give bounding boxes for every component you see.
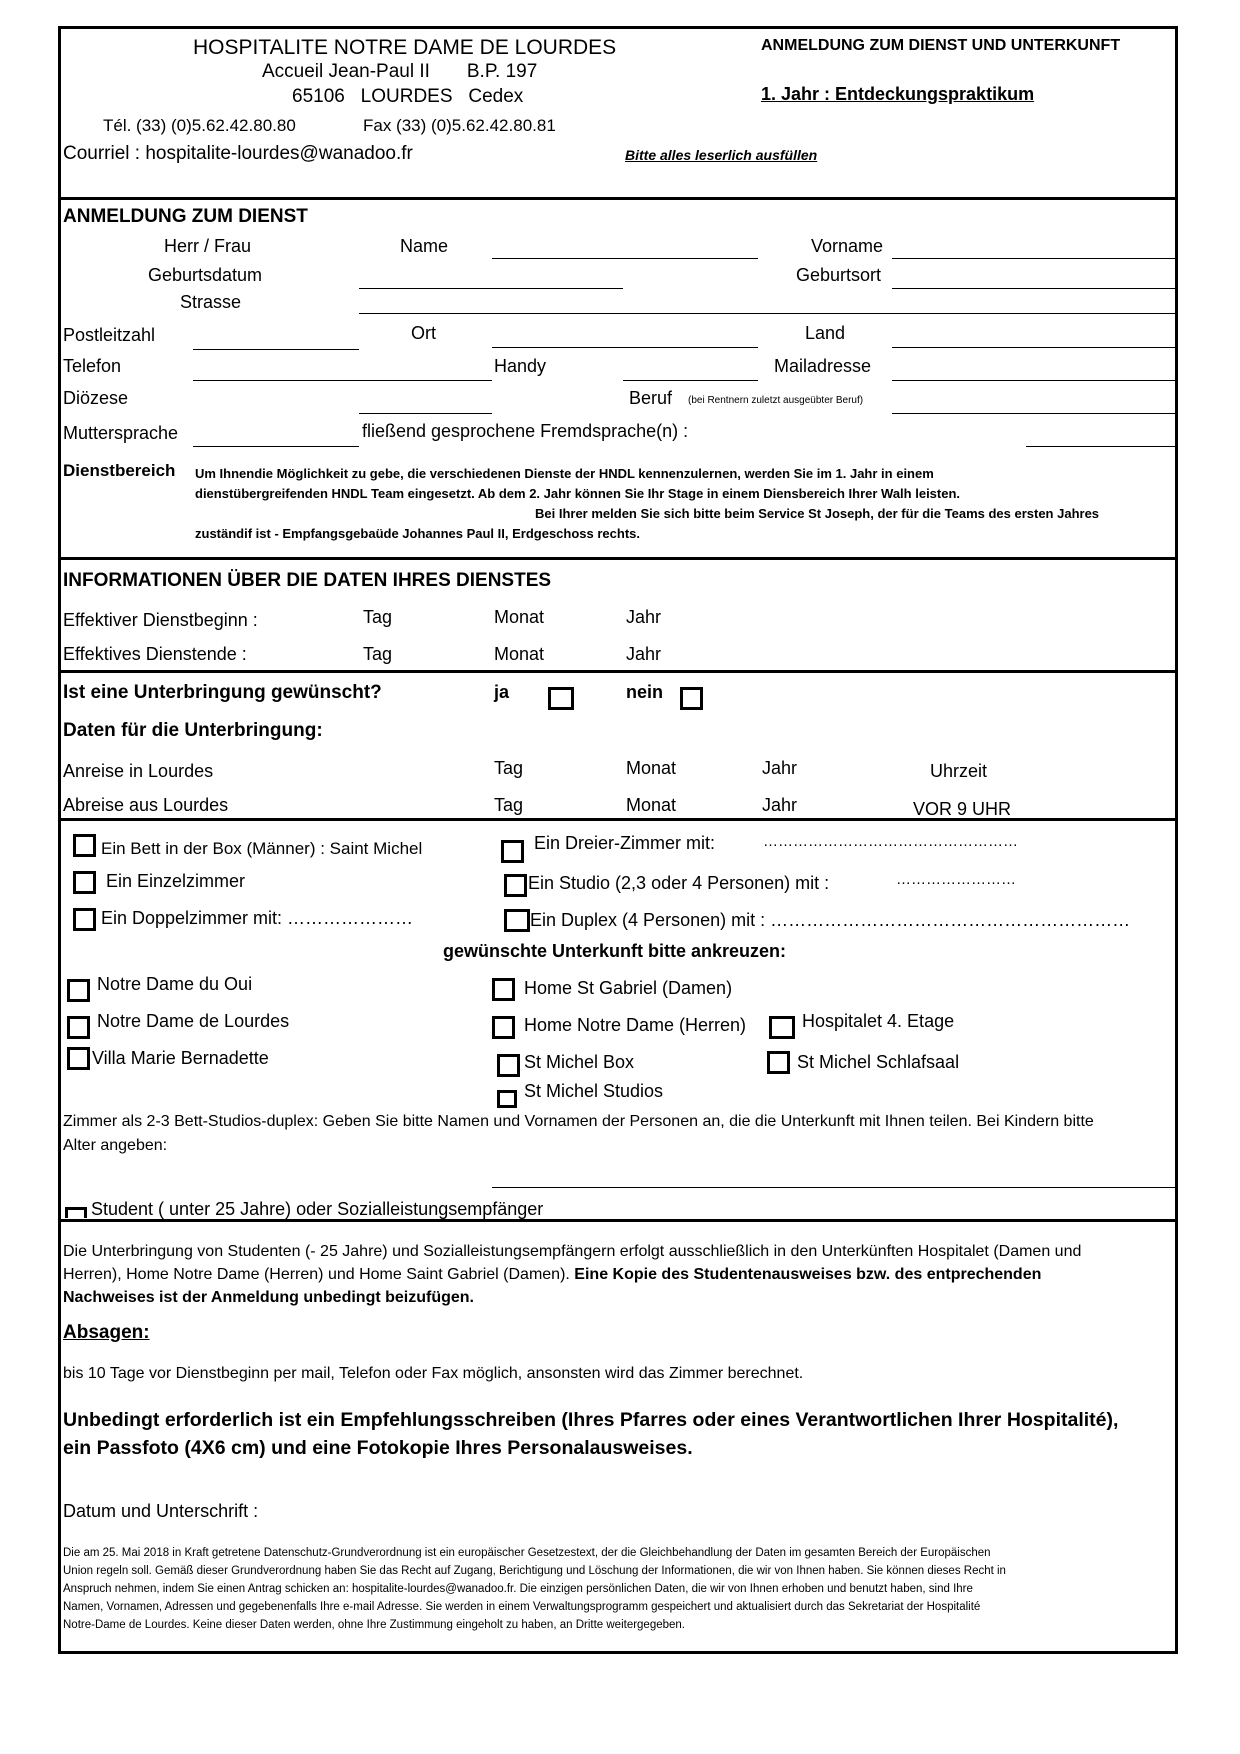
anreise-monat-label: Monat — [626, 758, 677, 778]
section-divider — [58, 557, 1178, 560]
label-beruf: Beruf — [629, 388, 673, 408]
student-checkbox[interactable] — [65, 1207, 87, 1218]
vorname-field[interactable] — [892, 258, 1175, 259]
label-muttersprache: Muttersprache — [63, 423, 179, 443]
required-docs-1: Unbedingt erforderlich ist ein Empfehlungsschreiben (Ihres Pfarres oder eines Verantwortlichen Ihrer Hospitalité), — [63, 1409, 1119, 1431]
postleitzahl-field[interactable] — [193, 349, 359, 350]
label-dienstbereich: Dienstbereich — [63, 461, 176, 480]
lodging-nein-label: nein — [626, 682, 664, 702]
label-dioezese: Diözese — [63, 388, 129, 408]
studio-dots: …………………… — [896, 871, 1016, 888]
section-divider — [58, 670, 1178, 673]
nd-lourdes-checkbox[interactable] — [67, 1016, 90, 1039]
doc-subtitle: 1. Jahr : Entdeckungspraktikum — [761, 84, 1035, 104]
label-dienstende: Effektives Dienstende : — [63, 644, 247, 664]
mailadresse-field[interactable] — [892, 380, 1175, 381]
st-michel-studios-checkbox[interactable] — [497, 1090, 517, 1108]
label-dienstbeginn: Effektiver Dienstbeginn : — [63, 610, 258, 630]
label-geburtsort: Geburtsort — [796, 265, 882, 285]
dreier-zimmer-dots: …………………………………………… — [763, 833, 1018, 850]
land-field[interactable] — [892, 347, 1175, 348]
nd-oui-checkbox[interactable] — [67, 979, 90, 1002]
abreise-monat-label: Monat — [626, 795, 677, 815]
studio-checkbox[interactable] — [504, 874, 527, 897]
anreise-uhrzeit-label: Uhrzeit — [930, 761, 988, 781]
duplex-checkbox[interactable] — [504, 909, 530, 932]
gdpr-line-2: Union regeln soll. Gemäß dieser Grundverordnung haben Sie das Recht auf Zugang, Berichtigung und Löschung der Informationen, die wir von Ihnen haben. Sie können dieses Recht in — [63, 1565, 1006, 1577]
absagen-text: bis 10 Tage vor Dienstbeginn per mail, Telefon oder Fax möglich, ansonsten wird das Zimmer berechnet. — [63, 1365, 804, 1382]
org-address-2: 65106 LOURDES Cedex — [292, 86, 524, 107]
section-divider — [58, 197, 1178, 200]
gdpr-line-1: Die am 25. Mai 2018 in Kraft getretene Datenschutz-Grundverordnung ist ein europäischer Gesetzestext, der die Gleichbehandlung der Daten im gesamten Bereich der Europäischen — [63, 1547, 991, 1559]
label-herr-frau: Herr / Frau — [164, 236, 252, 256]
anreise-jahr-label: Jahr — [762, 758, 798, 778]
ort-field[interactable] — [492, 347, 758, 348]
info-p1-line2 — [63, 1266, 1041, 1284]
abreise-jahr-label: Jahr — [762, 795, 798, 815]
begin-tag-label: Tag — [363, 607, 393, 627]
dioezese-field[interactable] — [359, 413, 492, 414]
lodging-ja-label: ja — [494, 682, 510, 702]
villa-label: Villa Marie Bernadette — [92, 1048, 269, 1068]
dienst-text-4: zuständif ist - Empfangsgebaüde Johannes Paul II, Erdgeschoss rechts. — [195, 526, 640, 541]
org-address-1: Accueil Jean-Paul II B.P. 197 — [262, 61, 538, 82]
lodging-ja-checkbox[interactable] — [548, 687, 574, 710]
label-name: Name — [400, 236, 449, 256]
info-p1-line3: Nachweises ist der Anmeldung unbedingt beizufügen. — [63, 1289, 474, 1306]
bett-box-label: Ein Bett in der Box (Männer) : Saint Michel — [101, 839, 423, 858]
label-geburtsdatum: Geburtsdatum — [148, 265, 263, 285]
lodging-heading: Daten für die Unterbringung: — [63, 720, 323, 741]
dreier-zimmer-checkbox[interactable] — [501, 840, 524, 863]
org-phone: Tél. (33) (0)5.62.42.80.80 — [103, 116, 296, 135]
name-field[interactable] — [492, 258, 758, 259]
zimmer-names-field[interactable] — [492, 1187, 1175, 1188]
nd-oui-label: Notre Dame du Oui — [97, 974, 253, 994]
service-heading: ANMELDUNG ZUM DIENST — [63, 206, 308, 227]
wish-heading: gewünschte Unterkunft bitte ankreuzen: — [443, 941, 787, 961]
st-gabriel-checkbox[interactable] — [492, 978, 515, 1001]
gdpr-line-5: Notre-Dame de Lourdes. Keine dieser Daten werden, ohne Ihre Zustimmung eingeholt zu haben, an Dritte weitergegeben. — [63, 1619, 686, 1631]
dienst-text-2: dienstübergreifenden HNDL Team eingesetzt. Ab dem 2. Jahr können Sie Ihr Stage in einem Diensbereich Ihrer Walh leisten. — [195, 486, 961, 501]
info-p1-line2-text: Herren), Home Notre Dame (Herren) und Home Saint Gabriel (Damen). — [63, 1266, 570, 1283]
gdpr-line-3: Anspruch nehmen, indem Sie einen Antrag schicken an: hospitalite-lourdes@wanadoo.fr. Die einzigen persönlichen Daten, die wir von Ihnen erhoben und benutzt haben, sind Ihre — [63, 1583, 973, 1595]
lodging-nein-checkbox[interactable] — [680, 687, 703, 710]
hospitalet-checkbox[interactable] — [769, 1016, 795, 1039]
st-michel-studios-label: St Michel Studios — [524, 1081, 664, 1101]
zimmer-note-2: Alter angeben: — [63, 1137, 168, 1154]
doppelzimmer-label: Ein Doppelzimmer mit: ………………… — [101, 908, 414, 928]
gdpr-line-4: Namen, Vornamen, Adressen und gegebenenfalls Ihre e-mail Adresse. Sie werden in einem Verwaltungsprogramm gespeichert und aktualisiert durch das Sekretariat der Hospitalité — [63, 1601, 981, 1613]
label-fremdsprache: fließend gesprochene Fremdsprache(n) : — [362, 421, 689, 441]
end-tag-label: Tag — [363, 644, 393, 664]
geburtsdatum-field[interactable] — [359, 288, 623, 289]
home-nd-checkbox[interactable] — [492, 1016, 515, 1039]
label-vorname: Vorname — [811, 236, 884, 256]
student-label: Student ( unter 25 Jahre) oder Sozialleistungsempfänger — [91, 1199, 544, 1219]
duplex-label: Ein Duplex (4 Personen) mit : …………………………………………………… — [530, 910, 1131, 930]
label-abreise: Abreise aus Lourdes — [63, 795, 229, 815]
info-p1-line1: Die Unterbringung von Studenten (- 25 Jahre) und Sozialleistungsempfängern erfolgt ausschließlich in den Unterkünften Hospitalet (Damen und — [63, 1243, 1082, 1260]
dienst-text-1: Um Ihnendie Möglichkeit zu gebe, die verschiedenen Dienste der HNDL kennenzulernen, werden Sie im 1. Jahr in einem — [195, 466, 934, 481]
label-strasse: Strasse — [180, 292, 242, 312]
label-land: Land — [805, 323, 846, 343]
studio-label: Ein Studio (2,3 oder 4 Personen) mit : — [528, 873, 830, 893]
begin-monat-label: Monat — [494, 607, 545, 627]
org-name: HOSPITALITE NOTRE DAME DE LOURDES — [193, 36, 617, 59]
abreise-vor9-label: VOR 9 UHR — [913, 799, 1012, 819]
label-mailadresse: Mailadresse — [774, 356, 872, 376]
info-p1-line2-bold: Eine Kopie des Studentenausweises bzw. des entprechenden — [574, 1266, 1042, 1283]
abreise-tag-label: Tag — [494, 795, 524, 815]
st-michel-box-checkbox[interactable] — [497, 1054, 520, 1077]
beruf-field[interactable] — [892, 413, 1175, 414]
lodging-question: Ist eine Unterbringung gewünscht? — [63, 682, 382, 703]
zimmer-note-1: Zimmer als 2-3 Bett-Studios-duplex: Geben Sie bitte Namen und Vornamen der Personen an, die die Unterkunft mit Ihnen teilen. Bei Kindern bitte — [63, 1113, 1094, 1130]
label-handy: Handy — [494, 356, 547, 376]
st-michel-schlaf-checkbox[interactable] — [767, 1051, 790, 1074]
handy-field[interactable] — [623, 380, 758, 381]
st-michel-box-label: St Michel Box — [524, 1052, 635, 1072]
beruf-note: (bei Rentnern zuletzt ausgeübter Beruf) — [688, 395, 864, 406]
end-monat-label: Monat — [494, 644, 545, 664]
dienst-text-3: Bei Ihrer melden Sie sich bitte beim Service St Joseph, der für die Teams des ersten Jahres — [535, 506, 1100, 521]
dreier-zimmer-label: Ein Dreier-Zimmer mit: — [534, 833, 716, 853]
legibility-note: Bitte alles leserlich ausfüllen — [625, 147, 818, 163]
muttersprache-field[interactable] — [193, 446, 359, 447]
fremdsprache-field[interactable] — [1026, 446, 1175, 447]
nd-lourdes-label: Notre Dame de Lourdes — [97, 1011, 290, 1031]
st-gabriel-label: Home St Gabriel (Damen) — [524, 978, 733, 998]
required-docs-2: ein Passfoto (4X6 cm) und eine Fotokopie Ihres Personalausweises. — [63, 1437, 693, 1459]
home-nd-label: Home Notre Dame (Herren) — [524, 1015, 747, 1035]
org-fax: Fax (33) (0)5.62.42.80.81 — [363, 116, 556, 135]
bett-box-checkbox[interactable] — [73, 834, 96, 857]
hospitalet-label: Hospitalet 4. Etage — [802, 1011, 955, 1031]
label-ort: Ort — [411, 323, 436, 343]
label-postleitzahl: Postleitzahl — [63, 325, 156, 345]
label-telefon: Telefon — [63, 356, 122, 376]
einzelzimmer-checkbox[interactable] — [73, 871, 96, 894]
telefon-field[interactable] — [193, 380, 492, 381]
einzelzimmer-label: Ein Einzelzimmer — [106, 871, 246, 891]
begin-jahr-label: Jahr — [626, 607, 662, 627]
org-email: Courriel : hospitalite-lourdes@wanadoo.fr — [63, 143, 413, 164]
geburtsort-field[interactable] — [892, 288, 1175, 289]
st-michel-schlaf-label: St Michel Schlafsaal — [797, 1052, 960, 1072]
datum-unterschrift-label: Datum und Unterschrift : — [63, 1501, 259, 1521]
absagen-heading: Absagen: — [63, 1322, 150, 1343]
end-jahr-label: Jahr — [626, 644, 662, 664]
label-anreise: Anreise in Lourdes — [63, 761, 214, 781]
strasse-field[interactable] — [359, 313, 1175, 314]
doppelzimmer-checkbox[interactable] — [73, 908, 96, 931]
doc-title: ANMELDUNG ZUM DIENST UND UNTERKUNFT — [761, 37, 1121, 54]
anreise-tag-label: Tag — [494, 758, 524, 778]
villa-checkbox[interactable] — [67, 1047, 90, 1070]
dates-heading: INFORMATIONEN ÜBER DIE DATEN IHRES DIENSTES — [63, 570, 552, 591]
